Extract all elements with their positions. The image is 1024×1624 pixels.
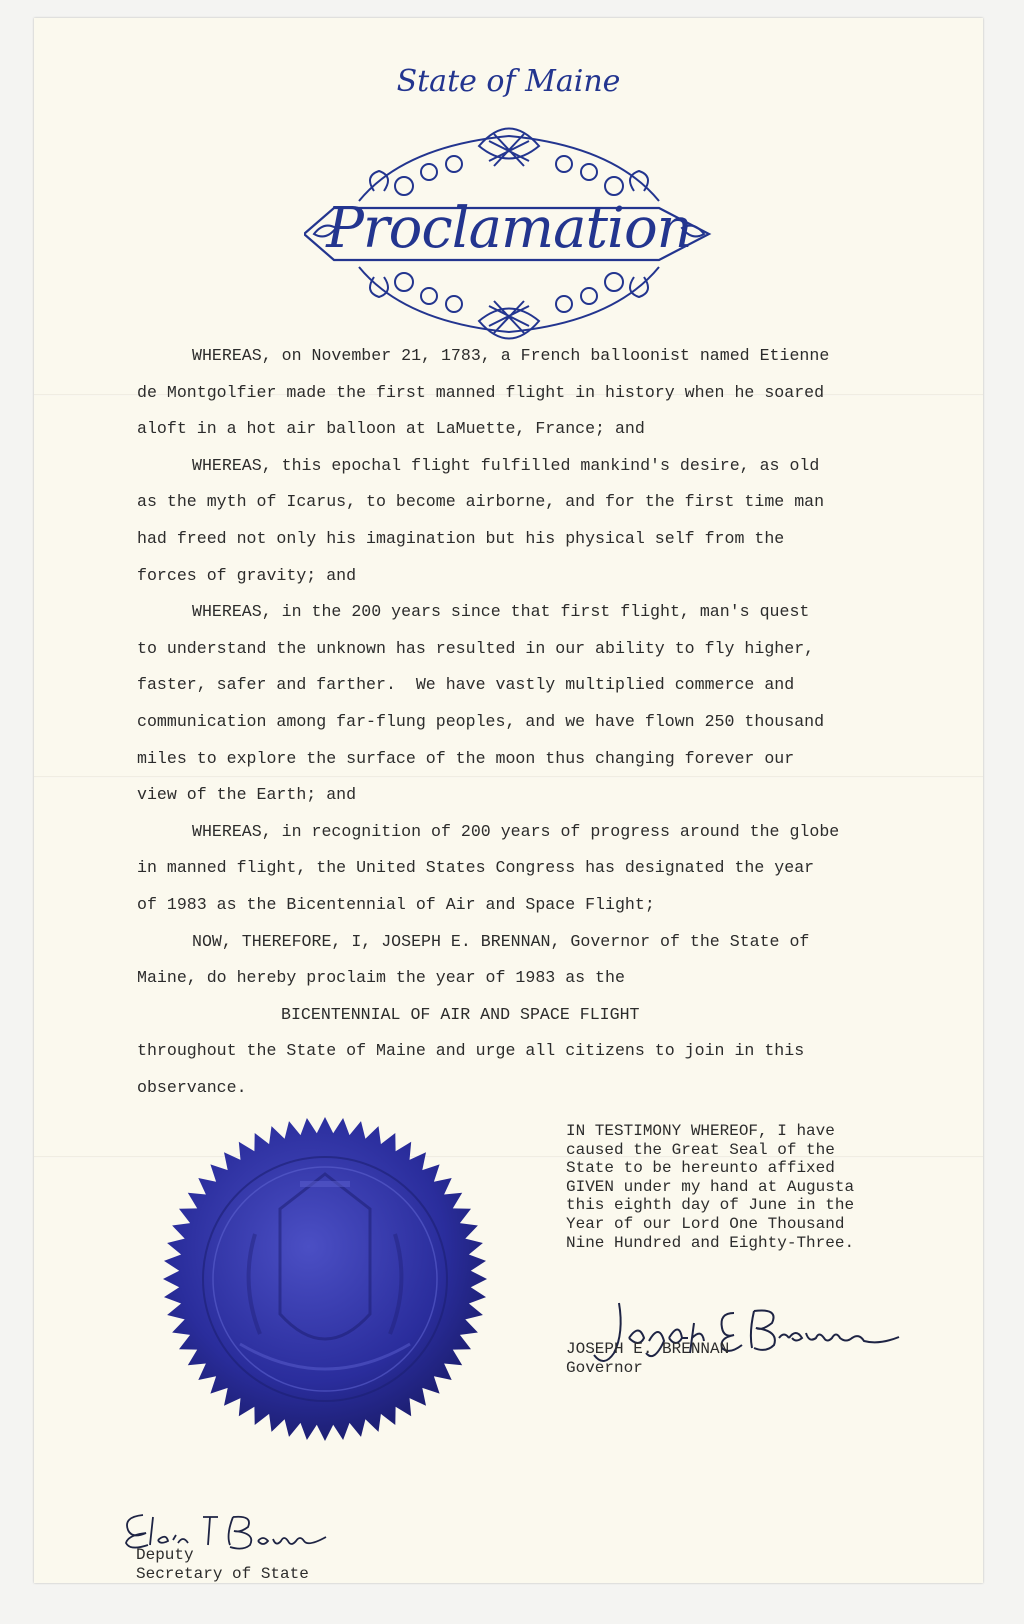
testimony-line: Year of our Lord One Thousand: [566, 1214, 845, 1233]
great-seal: [160, 1114, 490, 1444]
testimony-line: GIVEN under my hand at Augusta: [566, 1177, 855, 1196]
body-line: throughout the State of Maine and urge all citizens to join in this: [137, 1041, 805, 1061]
deputy-title: Deputy: [136, 1546, 194, 1564]
governor-title: Governor: [566, 1359, 643, 1377]
body-line: WHEREAS, in the 200 years since that first flight, man's quest: [192, 602, 810, 622]
body-line: view of the Earth; and: [137, 785, 357, 805]
body-line: to understand the unknown has resulted in our ability to fly higher,: [137, 638, 815, 658]
body-line: miles to explore the surface of the moon thus changing forever our: [137, 748, 795, 768]
proclamation-document: [34, 18, 983, 1583]
proclamation-ornament: [304, 116, 714, 346]
proclamation-title: Proclamation: [326, 196, 692, 261]
body-line: as the myth of Icarus, to become airborne, and for the first time man: [137, 492, 825, 512]
testimony-line: this eighth day of June in the: [566, 1196, 855, 1215]
body-line: communication among far-flung peoples, and we have flown 250 thousand: [137, 711, 825, 731]
body-line: WHEREAS, this epochal flight fulfilled mankind's desire, as old: [192, 455, 820, 475]
testimony-block: [566, 1122, 986, 1252]
body-line: NOW, THEREFORE, I, JOSEPH E. BRENNAN, Governor of the State of: [192, 931, 810, 951]
testimony-line: Nine Hundred and Eighty-Three.: [566, 1233, 855, 1252]
governor-name: JOSEPH E. BRENNAN: [566, 1340, 730, 1358]
body-line: of 1983 as the Bicentennial of Air and Space Flight;: [137, 894, 655, 914]
testimony-line: State to be hereunto affixed: [566, 1159, 835, 1178]
body-line: aloft in a hot air balloon at LaMuette, France; and: [137, 419, 645, 439]
body-line: Maine, do hereby proclaim the year of 1983 as the: [137, 968, 625, 988]
body-line: faster, safer and farther. We have vastly multiplied commerce and: [137, 675, 795, 695]
body-line: WHEREAS, in recognition of 200 years of progress around the globe: [192, 821, 840, 841]
body-line: forces of gravity; and: [137, 565, 357, 585]
state-title: State of Maine: [396, 64, 621, 99]
body-line: observance.: [137, 1077, 247, 1097]
proclaimed-title: BICENTENNIAL OF AIR AND SPACE FLIGHT: [281, 1004, 640, 1024]
body-line: had freed not only his imagination but his physical self from the: [137, 528, 785, 548]
body-line: in manned flight, the United States Congress has designated the year: [137, 858, 815, 878]
proclamation-body: [137, 338, 967, 1106]
testimony-line: IN TESTIMONY WHEREOF, I have: [566, 1122, 835, 1140]
governor-block: [566, 1340, 729, 1378]
deputy-office: Secretary of State: [136, 1565, 309, 1583]
testimony-line: caused the Great Seal of the: [566, 1140, 835, 1159]
seal-icon: [160, 1114, 490, 1444]
body-line: WHEREAS, on November 21, 1783, a French balloonist named Etienne: [192, 346, 830, 365]
deputy-block: [136, 1546, 309, 1584]
body-line: de Montgolfier made the first manned flight in history when he soared: [137, 382, 825, 402]
